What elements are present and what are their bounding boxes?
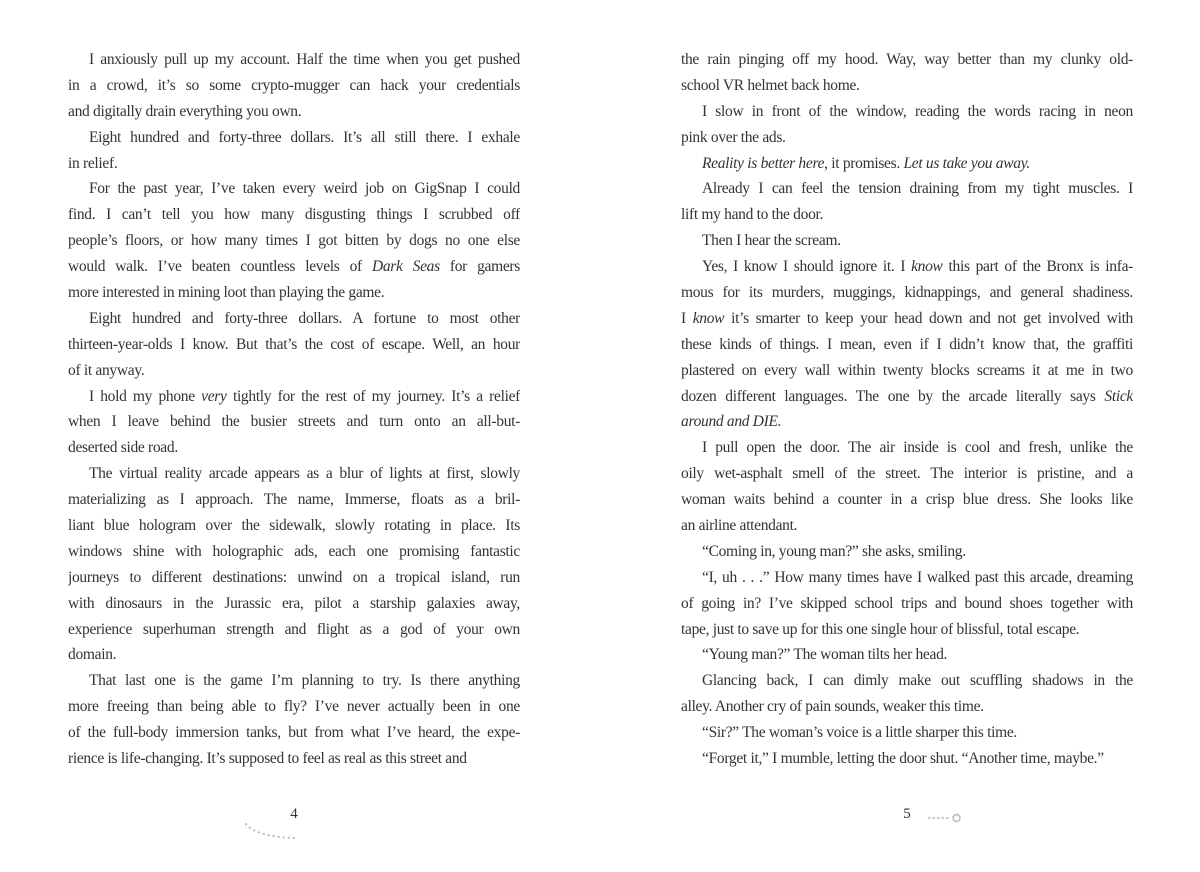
text-segment: domain. [68,646,117,664]
text-segment: The virtual reality arcade appears as a blur of lights at first, slowly [89,465,520,483]
text-line [681,332,1133,358]
text-segment: an airline attendant. [681,517,798,535]
italic-text: Reality is better here [702,154,825,172]
text-segment: Yes, I know I should ignore it. I [702,258,912,276]
text-line [681,642,1133,668]
text-line [68,617,520,643]
text-segment: That last one is the game I’m planning to try. Is there anything [89,672,520,690]
text-line [681,720,1133,746]
text-line [681,125,1133,151]
text-segment: “Young man?” The woman tilts her head. [702,646,948,664]
text-line [68,513,520,539]
text-line [68,358,520,384]
italic-text: know [911,258,943,276]
text-line [68,306,520,332]
text-segment: tape, just to save up for this one single hour of blissful, total escape. [681,620,1080,638]
text-line [68,228,520,254]
text-segment: of the full-body immersion tanks, but from what I’ve heard, the expe- [68,724,520,742]
text-line [68,409,520,435]
text-segment: Eight hundred and forty-three dollars. It’s all still there. I exhale [89,128,520,146]
text-segment: alley. Another cry of pain sounds, weaker this time. [681,698,984,716]
text-line [681,539,1133,565]
text-line [681,99,1133,125]
text-line [68,176,520,202]
text-segment: school VR helmet back home. [681,76,860,94]
text-segment: it’s smarter to keep your head down and not get involved with [724,309,1133,327]
italic-text: Let us take you away. [903,154,1030,172]
text-segment: I anxiously pull up my account. Half the time when you get pushed [89,51,520,68]
text-line [681,176,1133,202]
text-segment: more freeing than being able to fly? I’ve never actually been in one [68,698,520,716]
text-segment: lift my hand to the door. [681,206,824,224]
italic-text: very [201,387,227,405]
text-segment: Glancing back, I can dimly make out scuffling shadows in the [702,672,1133,690]
text-line [68,254,520,280]
text-segment: oily wet-asphalt smell of the street. The interior is pristine, and a [681,465,1133,483]
text-segment: Then I hear the scream. [702,232,841,250]
text-segment: materializing as I approach. The name, Immerse, floats as a bril- [68,491,520,509]
page-number: 4 [290,806,298,822]
text-line [68,720,520,746]
text-line [681,306,1133,332]
text-segment: people’s floors, or how many times I got bitten by dogs no one else [68,232,520,250]
text-segment: I [681,309,693,327]
text-line [68,202,520,228]
text-line [68,591,520,617]
text-line [681,384,1133,410]
text-line [681,694,1133,720]
text-segment: tightly for the rest of my journey. It’s a relief [226,387,520,405]
dotted-swoosh-ornament [243,820,301,847]
text-segment: rience is life-changing. It’s supposed to feel as real as this street and [68,750,467,768]
italic-text: around and DIE. [681,413,782,431]
text-segment: would walk. I’ve beaten countless levels of [68,258,372,276]
text-segment: plastered on every wall within twenty blocks screams it at me in two [681,361,1133,379]
italic-text: know [692,309,725,327]
text-segment: thirteen-year-olds I know. But that’s the cost of escape. Well, an hour [68,335,520,353]
text-line [681,513,1133,539]
text-line [681,409,1133,435]
text-segment: windows shine with holographic ads, each one promising fantastic [68,542,520,560]
text-line [681,617,1133,643]
text-segment: the rain pinging off my hood. Way, way better than my clunky old- [681,51,1133,68]
text-segment: I hold my phone [89,387,202,405]
text-line [68,435,520,461]
text-segment: Eight hundred and forty-three dollars. A fortune to most other [89,309,520,327]
text-line [68,565,520,591]
text-line [681,435,1133,461]
text-segment: journeys to different destinations: unwind on a tropical island, run [68,568,520,586]
text-line [68,487,520,513]
text-line [681,151,1133,177]
text-line [681,746,1133,772]
left-page-text [68,47,520,772]
text-segment: Already I can feel the tension draining from my tight muscles. I [702,180,1133,198]
dotted-line-circle-ornament [926,810,964,831]
text-segment: this part of the Bronx is infa- [942,258,1133,276]
text-segment: these kinds of things. I mean, even if I didn’t know that, the graffiti [681,335,1133,353]
text-segment: when I leave behind the busier streets and turn onto an all-but- [68,413,520,431]
text-line [681,565,1133,591]
text-segment: and digitally drain everything you own. [68,102,302,120]
text-line [68,539,520,565]
text-line [68,73,520,99]
text-segment: of it anyway. [68,361,145,379]
text-segment: in a crowd, it’s so some crypto-mugger can hack your credentials [68,76,520,94]
text-line [68,746,520,772]
text-segment: of going in? I’ve skipped school trips and bound shoes together with [681,594,1133,612]
text-line [681,47,1133,73]
text-line [68,694,520,720]
text-segment: more interested in mining loot than playing the game. [68,284,385,302]
text-line [681,358,1133,384]
text-segment: “Sir?” The woman’s voice is a little sharper this time. [702,724,1017,742]
text-segment: liant blue hologram over the sidewalk, slowly rotating in place. Its [68,517,520,535]
text-line [68,280,520,306]
text-line [68,668,520,694]
text-line [681,73,1133,99]
text-line [681,591,1133,617]
text-line [68,384,520,410]
text-segment: woman waits behind a counter in a crisp blue dress. She looks like [681,491,1133,509]
text-line [681,461,1133,487]
text-line [68,332,520,358]
text-line [681,487,1133,513]
text-segment: I pull open the door. The air inside is cool and fresh, unlike the [702,439,1133,457]
page-number-left [68,806,520,823]
italic-text: Stick [1104,387,1133,405]
text-segment: , it promises. [824,154,904,172]
text-line [681,228,1133,254]
text-line [681,280,1133,306]
text-segment: in relief. [68,154,118,172]
text-line [681,668,1133,694]
text-segment: “I, uh . . .” How many times have I walked past this arcade, dreaming [702,568,1133,586]
text-segment: dozen different languages. The one by the arcade literally says [681,387,1105,405]
text-segment: mous for its murders, muggings, kidnappings, and general shadiness. [681,284,1133,302]
italic-text: Dark Seas [371,258,440,276]
text-segment: with dinosaurs in the Jurassic era, pilot a starship galaxies away, [68,594,520,612]
text-line [68,642,520,668]
text-segment: I slow in front of the window, reading the words racing in neon [702,102,1133,120]
page-number-right [681,806,1133,823]
text-segment: deserted side road. [68,439,178,457]
text-segment: For the past year, I’ve taken every weird job on GigSnap I could [89,180,520,198]
text-line [68,125,520,151]
text-line [68,99,520,125]
page-number: 5 [903,806,911,822]
text-segment: “Forget it,” I mumble, letting the door shut. “Another time, maybe.” [702,750,1104,768]
text-segment: for gamers [439,258,520,276]
text-line [68,151,520,177]
right-page-text [681,47,1133,772]
text-line [68,461,520,487]
text-line [681,254,1133,280]
text-segment: find. I can’t tell you how many disgusting things I scrubbed off [68,206,520,224]
text-line [68,47,520,73]
text-segment: experience superhuman strength and flight as a god of your own [68,620,520,638]
text-segment: “Coming in, young man?” she asks, smiling. [702,542,966,560]
text-segment: pink over the ads. [681,128,786,146]
text-line [681,202,1133,228]
